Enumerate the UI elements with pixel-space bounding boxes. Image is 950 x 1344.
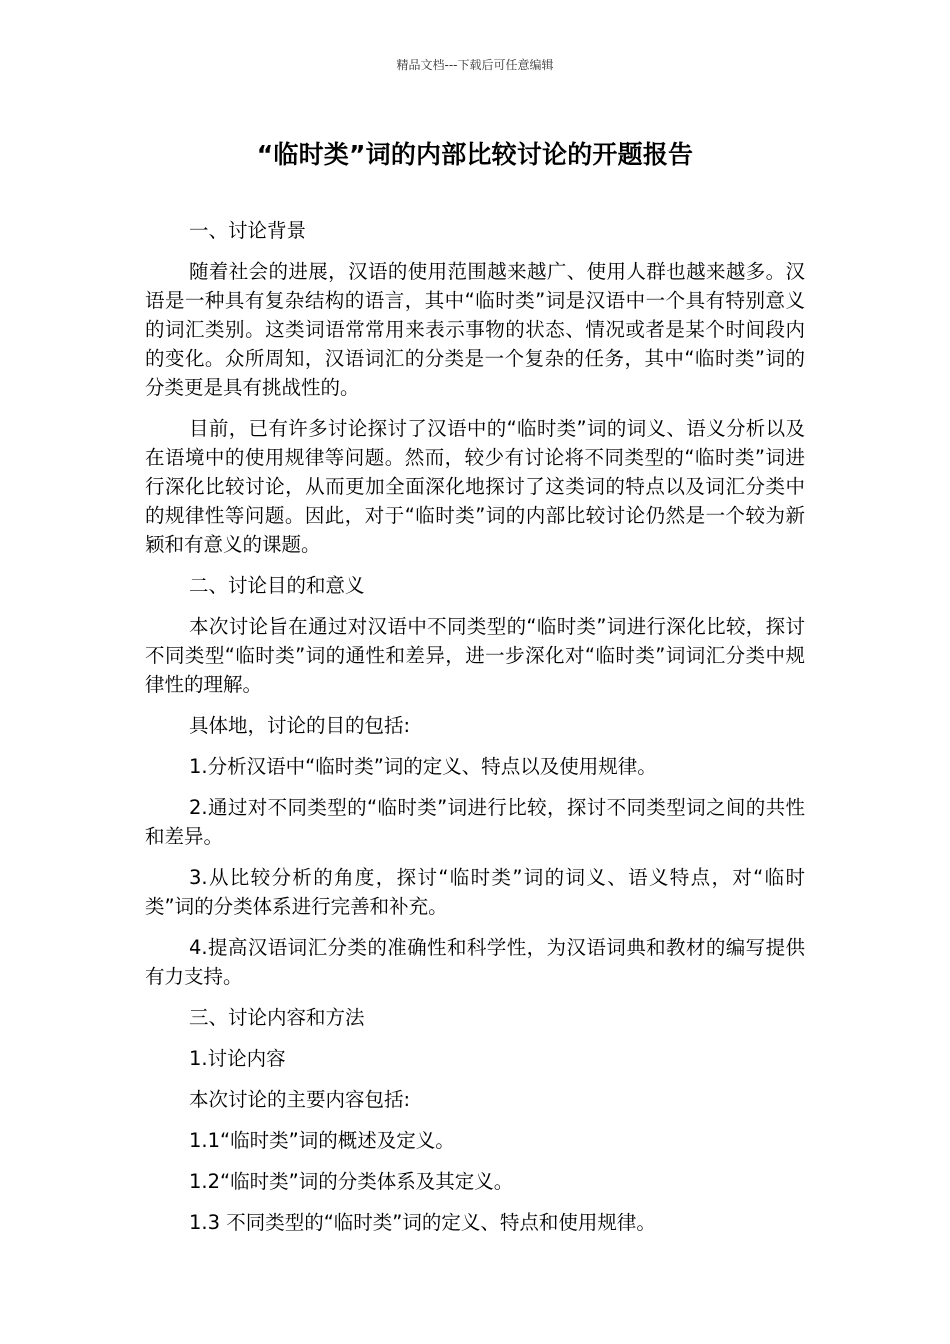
section-heading-background: 一、讨论背景 xyxy=(189,219,307,242)
page-header: 精品文档---下载后可任意编辑 xyxy=(396,58,554,72)
subsection-heading-content: 1.讨论内容 xyxy=(189,1047,286,1070)
list-item-purpose-2: 2.通过对不同类型的“临时类”词进行比较，探讨不同类型词之间的共性和差异。 xyxy=(145,796,805,848)
list-item-content-1-2: 1.2“临时类”词的分类体系及其定义。 xyxy=(189,1170,514,1193)
document-body xyxy=(145,216,805,1249)
document-title: “临时类”词的内部比较讨论的开题报告 xyxy=(256,140,694,169)
paragraph-background-2: 目前，已有许多讨论探讨了汉语中的“临时类”词的词义、语义分析以及在语境中的使用规律等问题。然而，较少有讨论将不同类型的“临时类”词进行深化比较讨论，从而更加全面深化地探讨了这类词的特点以及词汇分类中的规律性等问题。因此，对于“临时类”词的内部比较讨论仍然是一个较为新颖和有意义的课题。 xyxy=(145,417,805,556)
paragraph-content-intro: 本次讨论的主要内容包括: xyxy=(189,1088,411,1111)
paragraph-purpose: 本次讨论旨在通过对汉语中不同类型的“临时类”词进行深化比较，探讨不同类型“临时类”词的通性和差异，进一步深化对“临时类”词词汇分类中规律性的理解。 xyxy=(145,615,805,696)
section-heading-purpose: 二、讨论目的和意义 xyxy=(189,574,365,597)
section-heading-content-method: 三、讨论内容和方法 xyxy=(189,1006,365,1029)
list-item-content-1-3: 1.3 不同类型的“临时类”词的定义、特点和使用规律。 xyxy=(189,1211,656,1234)
paragraph-background-1: 随着社会的进展，汉语的使用范围越来越广、使用人群也越来越多。汉语是一种具有复杂结构的语言，其中“临时类”词是汉语中一个具有特别意义的词汇类别。这类词语常常用来表示事物的状态、情况或者是某个时间段内的变化。众所周知，汉语词汇的分类是一个复杂的任务，其中“临时类”词的分类更是具有挑战性的。 xyxy=(145,260,805,399)
list-item-purpose-3: 3.从比较分析的角度，探讨“临时类”词的词义、语义特点，对“临时类”词的分类体系进行完善和补充。 xyxy=(145,866,805,918)
list-item-content-1-1: 1.1“临时类”词的概述及定义。 xyxy=(189,1129,455,1152)
list-item-purpose-4: 4.提高汉语词汇分类的准确性和科学性，为汉语词典和教材的编写提供有力支持。 xyxy=(145,936,805,988)
paragraph-purpose-intro: 具体地，讨论的目的包括: xyxy=(189,714,411,737)
list-item-purpose-1: 1.分析汉语中“临时类”词的定义、特点以及使用规律。 xyxy=(189,755,657,778)
